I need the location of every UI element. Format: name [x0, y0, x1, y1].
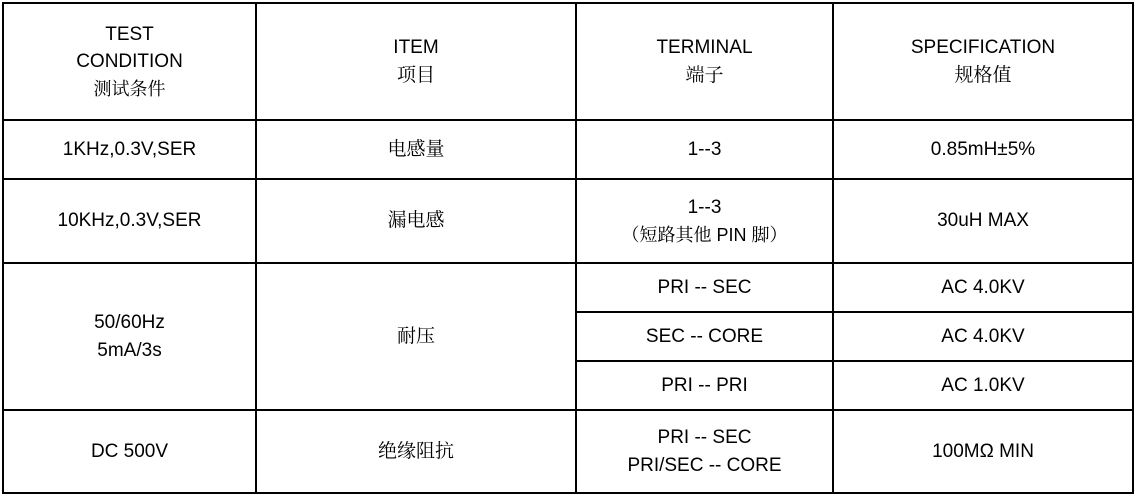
header-test-condition [3, 3, 256, 120]
header-test-condition-zh: 测试条件 [93, 79, 166, 99]
cell-terminal-hipot-3: PRI -- PRI [576, 361, 833, 410]
header-terminal [576, 3, 833, 120]
cell-terminal-insulation-line1: PRI -- SEC [657, 426, 752, 448]
header-specification [833, 3, 1133, 120]
cell-spec-leakage: 30uH MAX [833, 179, 1133, 263]
spec-table-document [0, 2, 1134, 478]
cell-spec-inductance: 0.85mH±5% [833, 120, 1133, 179]
cell-item-insulation: 绝缘阻抗 [256, 410, 576, 493]
header-test-condition-en2: CONDITION [76, 51, 183, 73]
cell-spec-insulation: 100MΩ MIN [833, 410, 1133, 493]
table-header-row [3, 3, 1133, 120]
cell-terminal-hipot-1: PRI -- SEC [576, 263, 833, 312]
cell-condition-hipot-line1: 50/60Hz [94, 311, 165, 333]
header-test-condition-en1: TEST [105, 23, 154, 45]
header-specification-zh: 规格值 [954, 64, 1012, 86]
header-item-zh: 项目 [396, 64, 435, 86]
cell-terminal-insulation [576, 410, 833, 493]
cell-condition-inductance: 1KHz,0.3V,SER [3, 120, 256, 179]
cell-spec-hipot-2: AC 4.0KV [833, 312, 1133, 361]
cell-terminal-leakage [576, 179, 833, 263]
cell-condition-hipot-line2: 5mA/3s [97, 339, 162, 361]
cell-terminal-leakage-main: 1--3 [687, 197, 722, 219]
cell-terminal-inductance: 1--3 [576, 120, 833, 179]
header-terminal-zh: 端子 [685, 64, 724, 86]
header-terminal-en: TERMINAL [656, 36, 753, 58]
cell-terminal-leakage-note: （短路其他 PIN 脚） [621, 224, 788, 245]
cell-terminal-hipot-2: SEC -- CORE [576, 312, 833, 361]
cell-item-leakage: 漏电感 [256, 179, 576, 263]
header-item [256, 3, 576, 120]
table-row-leakage [3, 179, 1133, 263]
cell-terminal-insulation-line2: PRI/SEC -- CORE [627, 454, 782, 476]
cell-spec-hipot-1: AC 4.0KV [833, 263, 1133, 312]
cell-item-inductance: 电感量 [256, 120, 576, 179]
cell-item-hipot: 耐压 [256, 263, 576, 410]
transformer-spec-table [2, 2, 1134, 494]
cell-condition-leakage: 10KHz,0.3V,SER [3, 179, 256, 263]
table-row-insulation [3, 410, 1133, 493]
table-row-inductance [3, 120, 1133, 179]
cell-condition-hipot [3, 263, 256, 410]
table-row-hipot-1 [3, 263, 1133, 312]
cell-spec-hipot-3: AC 1.0KV [833, 361, 1133, 410]
header-specification-en: SPECIFICATION [910, 36, 1056, 58]
header-item-en: ITEM [393, 36, 439, 58]
cell-condition-insulation: DC 500V [3, 410, 256, 493]
